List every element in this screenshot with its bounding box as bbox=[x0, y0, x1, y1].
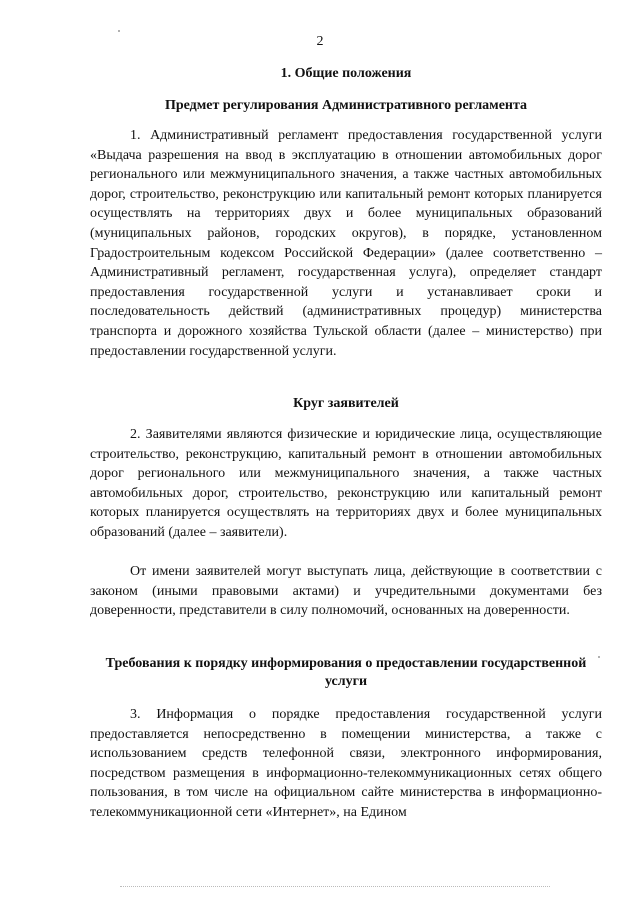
heading-subject: Предмет регулирования Административного регламента bbox=[164, 98, 528, 113]
paragraph-2: 2. Заявителями являются физические и юридические лица, осуществляющие строительство, реконструкцию, капитальный ремонт в отношении автомобильных дорог регионального или межмуниципального значения, а также частных автомобильных дорог, строительство, реконструкцию или капитальный ремонт которых планируется осуществлять на территориях двух и более муниципальных образований (далее – заявители). bbox=[90, 427, 602, 540]
paragraph-4: 3. Информация о порядке предоставления государственной услуги предоставляется непосредственно в помещении министерства, а также с использованием средств телефонной связи, электронного информирования, посредством размещения в информационно-телекоммуникационных сетях общего пользования, в том числе на официальном сайте министерства в информационно-телекоммуникационной сети «Интернет», на Едином bbox=[90, 707, 602, 820]
scan-artifact-line bbox=[120, 886, 550, 889]
scan-speck bbox=[118, 30, 120, 32]
paragraph-3: От имени заявителей могут выступать лица, действующие в соответствии с законом (иными правовыми актами) и учредительными документами без доверенности, представители в силу полномочий, основанных на доверенности. bbox=[90, 564, 602, 619]
scan-speck bbox=[598, 656, 600, 658]
page-number: 2 bbox=[316, 34, 324, 49]
paragraph-1: 1. Административный регламент предоставления государственной услуги «Выдача разрешения на ввод в эксплуатацию в отношении автомобильных дорог регионального или межмуниципального значения, а также частных автомобильных дорог, строительство, реконструкцию или капитальный ремонт которых планируется осуществлять на территориях двух и более муниципальных образований (муниципальных районов, городских округов), в порядке, установленном Градостроительным кодексом Российской Федерации» (далее соответственно – Административный регламент, государственная услуга), определяет стандарт предоставления государственной услуги и устанавливает сроки и последовательность действий (административных процедур) министерства транспорта и дорожного хозяйства Тульской области (далее – министерство) при предоставлении государственной услуги. bbox=[90, 128, 602, 359]
heading-applicants: Круг заявителей bbox=[293, 396, 399, 411]
section-title: 1. Общие положения bbox=[280, 66, 412, 81]
heading-information: Требования к порядку информирования о предоставлении государственной услуги bbox=[105, 656, 587, 689]
